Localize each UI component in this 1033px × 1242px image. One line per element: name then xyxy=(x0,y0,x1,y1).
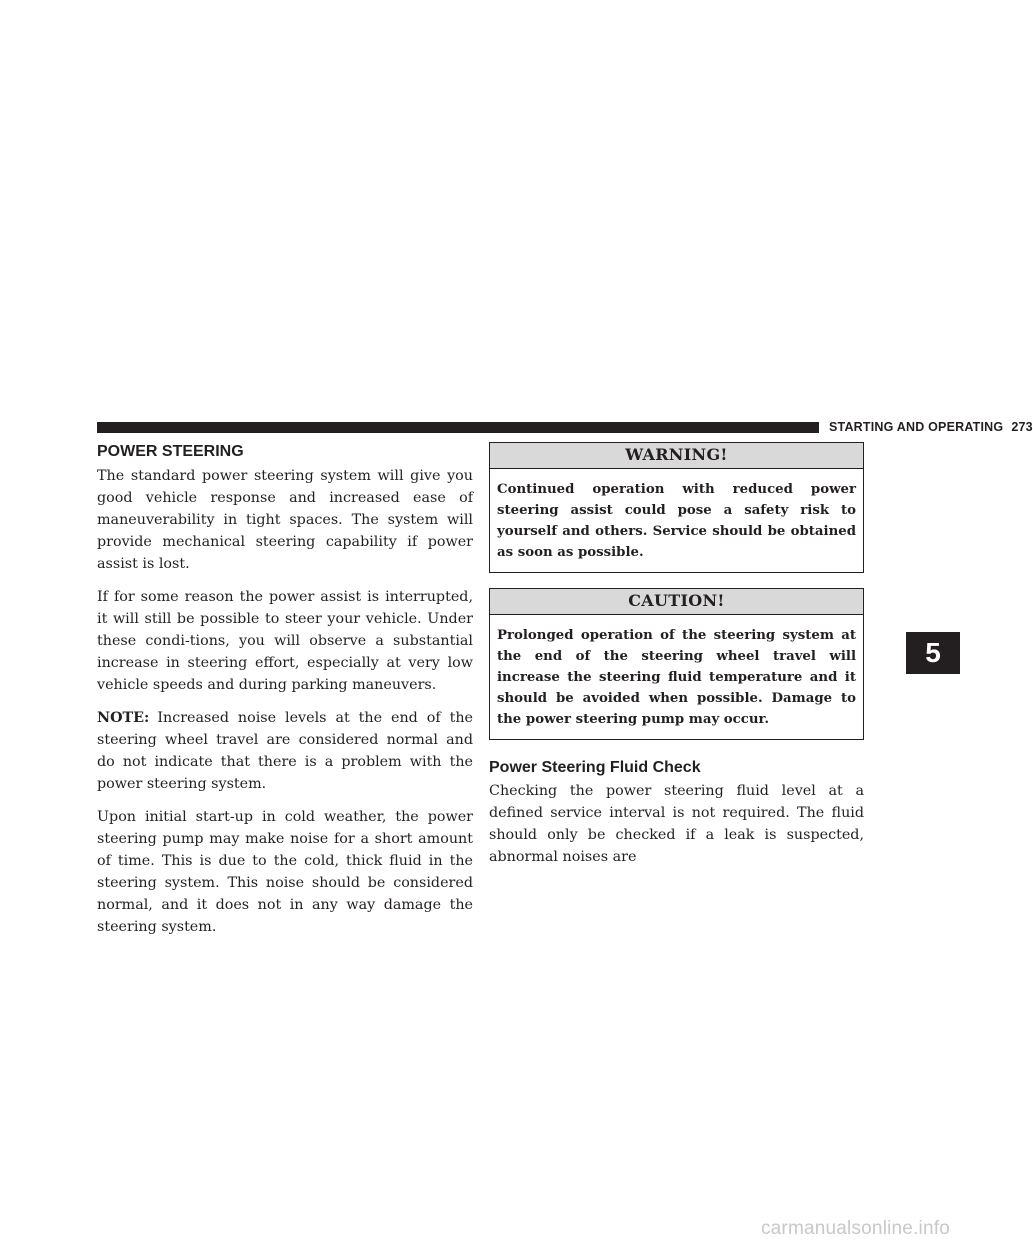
note-label: NOTE: xyxy=(97,710,150,726)
watermark: carmanualsonline.info xyxy=(760,1218,950,1239)
warning-text: Continued operation with reduced power steering assist could pose a safety risk to yourself and others. Service should be obtained as soon as possible. xyxy=(497,482,856,560)
paragraph-cold-weather: Upon initial start-up in cold weather, the power steering pump may make noise for a short amount of time. This is due to the cold, thick fluid in the steering system. This noise should be considered normal, and it does not in any way damage the steering system. xyxy=(97,809,473,935)
warning-box xyxy=(489,442,864,573)
paragraph-assist-interrupted: If for some reason the power assist is interrupted, it will still be possible to steer your vehicle. Under these condi-tions, you will observe a substantial increase in steering effort, especially at very low vehicle speeds and during parking maneuvers. xyxy=(97,589,473,693)
page-number: 273 xyxy=(1011,420,1033,434)
caution-text: Prolonged operation of the steering system at the end of the steering wheel travel will increase the steering fluid temperature and it should be avoided when possible. Damage to the power steering pump may occur. xyxy=(497,628,856,727)
chapter-tab: 5 xyxy=(906,632,960,674)
right-column xyxy=(489,442,864,868)
left-column xyxy=(97,442,473,938)
note-text: Increased noise levels at the end of the steering wheel travel are considered normal and do not indicate that there is a problem with the power steering system. xyxy=(97,710,473,792)
header-rule xyxy=(97,422,819,433)
running-header xyxy=(829,418,1033,436)
caution-heading: CAUTION! xyxy=(490,589,863,615)
subsection-title: Power Steering Fluid Check xyxy=(489,759,701,776)
paragraph-fluid-check: Checking the power steering fluid level at a defined service interval is not required. The fluid should only be checked if a leak is suspected, abnormal noises are xyxy=(489,783,864,865)
section-title: POWER STEERING xyxy=(97,443,244,460)
header-chapter-title: STARTING AND OPERATING xyxy=(829,420,1004,434)
caution-box xyxy=(489,588,864,740)
warning-heading: WARNING! xyxy=(490,443,863,469)
paragraph-intro: The standard power steering system will give you good vehicle response and increased ease of maneuverability in tight spaces. The system will provide mechanical steering capability if power assist is lost. xyxy=(97,468,473,572)
note-paragraph xyxy=(97,707,473,795)
